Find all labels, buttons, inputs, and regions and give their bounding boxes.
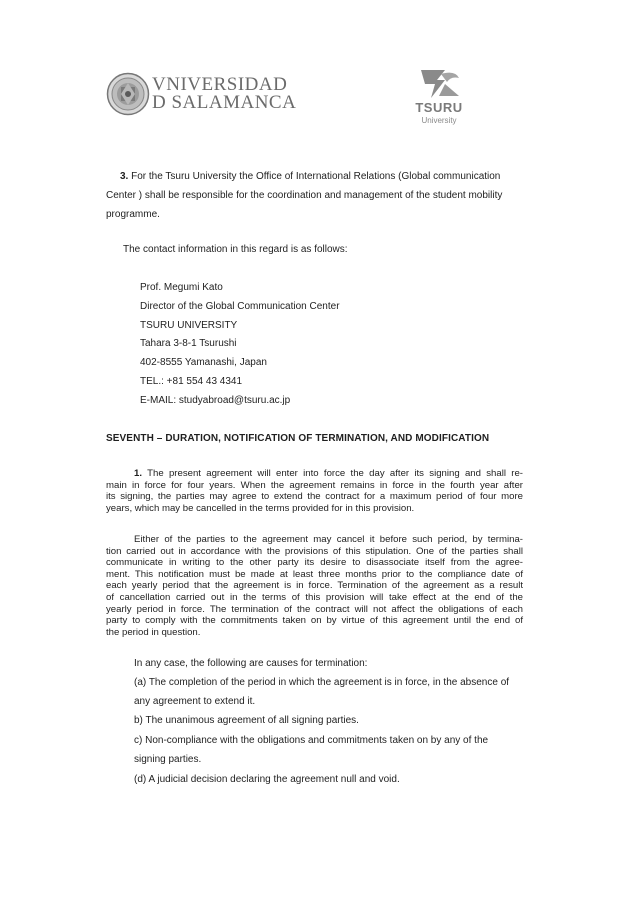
- paragraph-1-text-1: The present agreement will enter into force the day after its signing and shall re-: [147, 468, 523, 479]
- contact-email: E-MAIL: studyabroad@tsuru.ac.jp: [140, 395, 291, 406]
- section3-line1: [120, 172, 500, 182]
- paragraph-1-line3: its signing, the parties may agree to extend the contract for a maximum period of four more: [106, 491, 523, 503]
- section3-line3: programme.: [106, 209, 160, 220]
- contact-title: Director of the Global Communication Center: [140, 301, 340, 312]
- paragraph-2-line8: party to comply with the commitments taken on by virtue of this agreement until the end of: [106, 615, 523, 627]
- paragraph-1-line1: [106, 468, 523, 480]
- tsuru-crane-icon: [415, 66, 463, 100]
- tsuru-logo-subtitle: University: [421, 116, 457, 125]
- contact-city: 402-8555 Yamanashi, Japan: [140, 357, 267, 368]
- contact-address: Tahara 3-8-1 Tsurushi: [140, 338, 237, 349]
- paragraph-2-line7: yearly period in force. The termination of the contract will not affect the obligations of each: [106, 603, 523, 615]
- section3-number: 3.: [120, 171, 129, 182]
- contact-institution: TSURU UNIVERSITY: [140, 320, 238, 331]
- paragraph-2-line1: Either of the parties to the agreement may cancel it before such period, by termina-: [134, 534, 523, 545]
- contact-intro: The contact information in this regard is as follows:: [123, 244, 348, 255]
- contact-phone: TEL.: +81 554 43 4341: [140, 376, 243, 387]
- section3-text-1: For the Tsuru University the Office of International Relations (Global communication: [131, 171, 501, 182]
- paragraph-1: [106, 468, 523, 514]
- salamanca-seal-icon: [106, 72, 150, 116]
- section3-line2: Center ) shall be responsible for the coordination and management of the student mobility: [106, 190, 503, 201]
- cause-a-line1: (a) The completion of the period in which the agreement is in force, in the absence of: [134, 677, 510, 688]
- tsuru-logo: [407, 66, 471, 130]
- cause-a-line2: any agreement to extend it.: [134, 696, 256, 707]
- cause-d: (d) A judicial decision declaring the agreement null and void.: [134, 774, 400, 785]
- cause-c-line2: signing parties.: [134, 754, 202, 765]
- salamanca-logo-line2: D SALAMANCA: [152, 92, 297, 113]
- salamanca-logo: [106, 72, 297, 120]
- cause-b: b) The unanimous agreement of all signing parties.: [134, 715, 359, 726]
- tsuru-logo-name: TSURU: [415, 100, 463, 115]
- causes-intro: In any case, the following are causes for termination:: [134, 658, 368, 669]
- paragraph-2-line9: the period in question.: [106, 626, 201, 638]
- paragraph-1-number: 1.: [134, 468, 143, 479]
- paragraph-1-line4: years, which may be cancelled in the terms provided for in this provision.: [106, 502, 415, 514]
- paragraph-2-line6: of cancellation carried out in the terms of this provision will take effect at the end of the: [106, 591, 523, 603]
- paragraph-2: [106, 534, 523, 638]
- paragraph-1-line2: main in force for four years. When the agreement remains in force in the fourth year after: [106, 479, 523, 491]
- paragraph-2-line2: tion carried out in accordance with the provisions of this stipulation. One of the parties shall: [106, 545, 523, 557]
- paragraph-2-line5: each yearly period that the agreement is in force. Termination of the agreement as a result: [106, 580, 523, 592]
- seventh-heading: SEVENTH – DURATION, NOTIFICATION OF TERMINATION, AND MODIFICATION: [106, 433, 490, 444]
- cause-c-line1: c) Non-compliance with the obligations and commitments taken on by any of the: [134, 735, 489, 746]
- paragraph-2-line3: communicate in writing to the other party its desire to disassociate itself from the agree-: [106, 557, 523, 569]
- paragraph-2-line4: ment. This notification must be made at least three months prior to the compliance date of: [106, 568, 523, 580]
- contact-name: Prof. Megumi Kato: [140, 282, 223, 293]
- salamanca-logo-line1: VNIVERSIDAD: [152, 74, 288, 95]
